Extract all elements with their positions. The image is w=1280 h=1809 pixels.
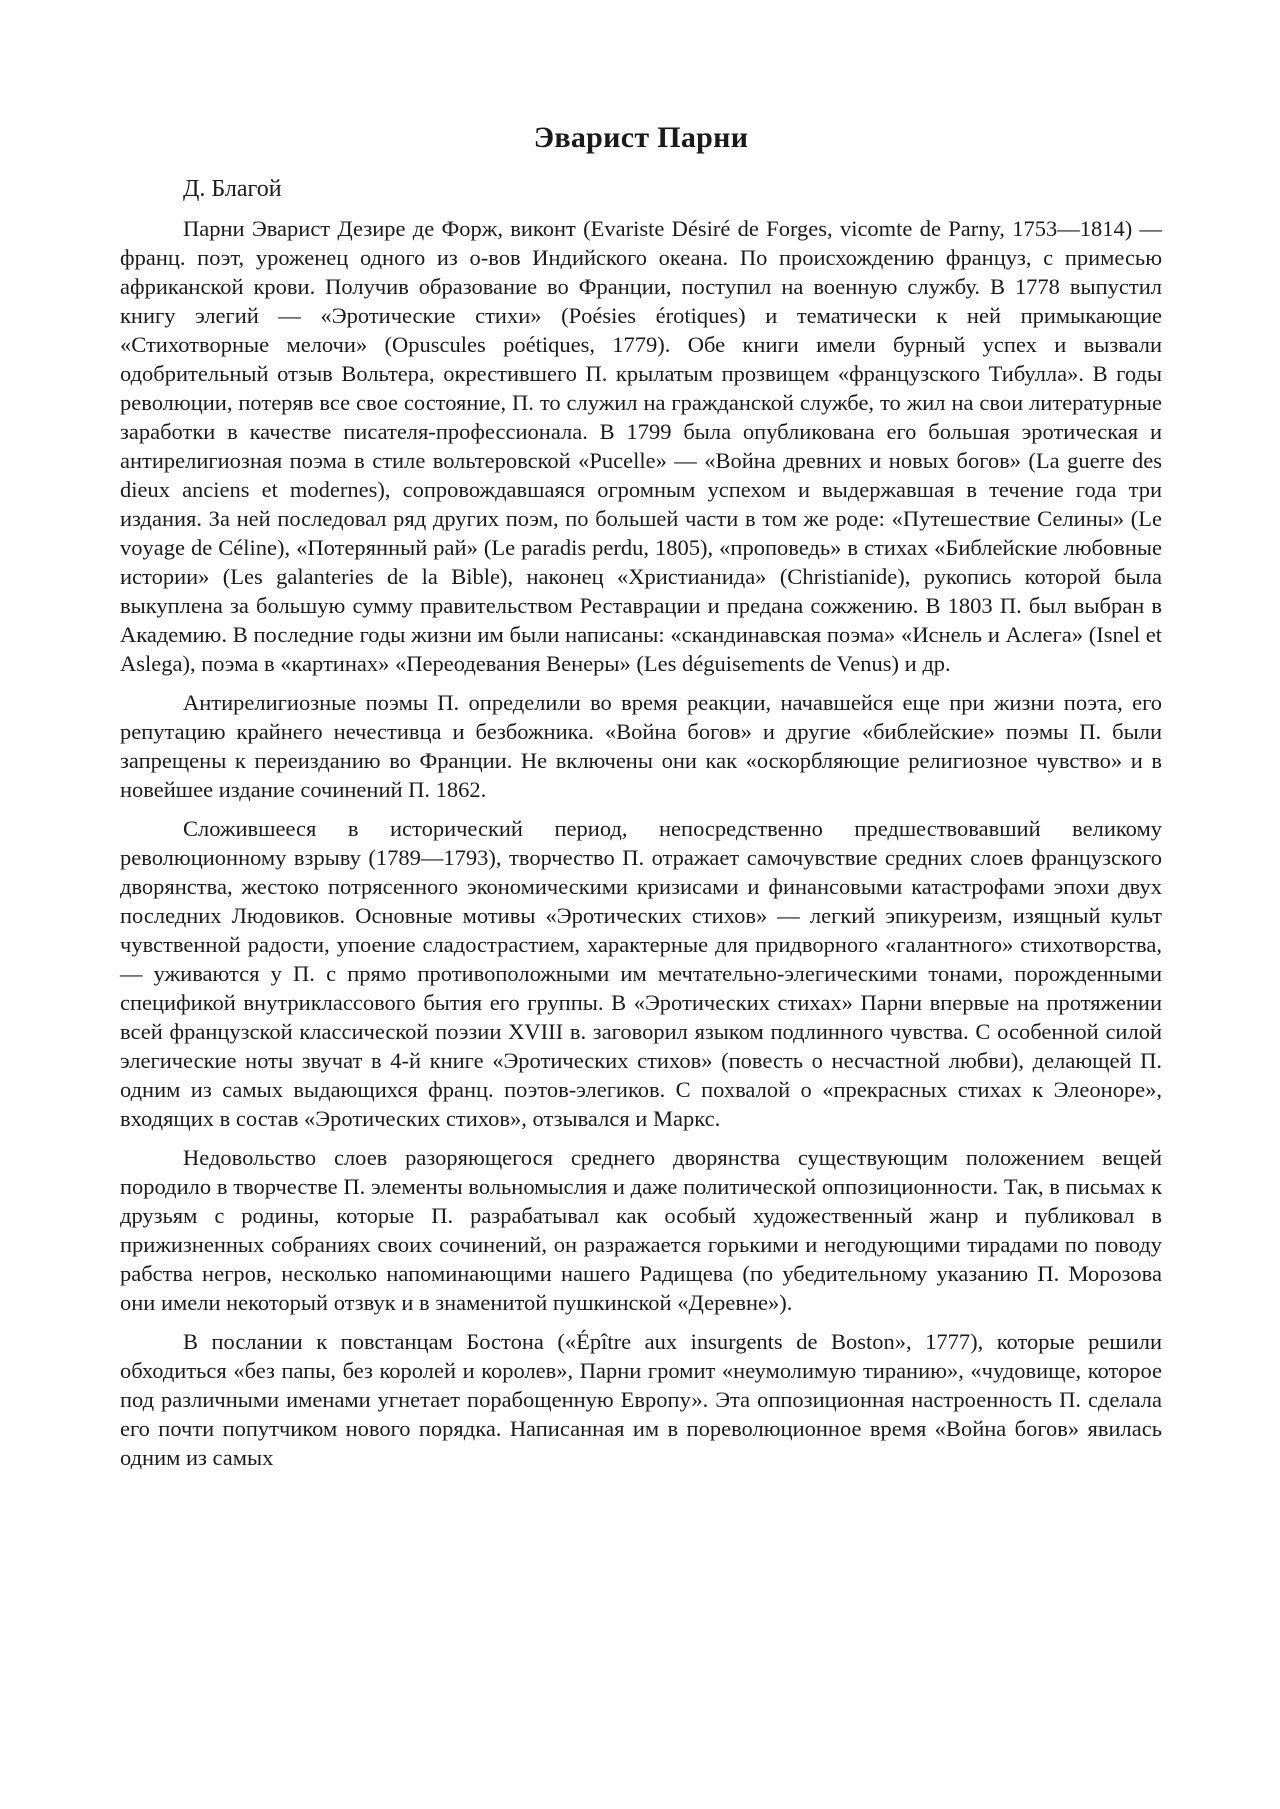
paragraph-opposition: Недовольство слоев разоряющегося среднего дворянства существующим положением вещей породило в творчестве П. элементы вольномыслия и даже политической оппозиционности. Так, в письмах к друзьям с родины, которые П. разрабатывал как особый художественный жанр и публиковал в прижизненных собраниях своих сочинений, он разражается горькими и негодующими тирадами по поводу рабства негров, несколько напоминающими нашего Радищева (по убедительному указанию П. Морозова они имели некоторый отзвук и в знаменитой пушкинской «Деревне»). (120, 1145, 1162, 1315)
paragraph-boston-epistle: В послании к повстанцам Бостона («Épître aux insurgents de Boston», 1777), которые решили обходиться «без папы, без королей и королев», Парни громит «неумолимую тиранию», «чудовище, которое под различными именами угнетает порабощенную Европу». Эта оппозиционная настроенность П. сделала его почти попутчиком нового порядка. Написанная им в пореволюционное время «Война богов» явилась одним из самых (120, 1329, 1162, 1470)
paragraph-antireligious-poems: Антирелигиозные поэмы П. определили во время реакции, начавшейся еще при жизни поэта, его репутацию крайнего нечестивца и безбожника. «Война богов» и другие «библейские» поэмы П. были запрещены к переизданию во Франции. Не включены они как «оскорбляющие религиозное чувство» и в новейшее издание сочинений П. 1862. (120, 690, 1162, 802)
document-page (120, 118, 1162, 1482)
paragraph-historical-context: Сложившееся в исторический период, непосредственно предшествовавший великому революционному взрыву (1789—1793), творчество П. отражает самочувствие средних слоев французского дворянства, жестоко потрясенного экономическими кризисами и финансовыми катастрофами эпохи двух последних Людовиков. Основные мотивы «Эротических стихов» — легкий эпикуреизм, изящный культ чувственной радости, упоение сладострастием, характерные для придворного «галантного» стихотворства, — уживаются у П. с прямо противоположными им мечтательно-элегическими тонами, порожденными спецификой внутриклассового бытия его группы. В «Эротических стихах» Парни впервые на протяжении всей французской классической поэзии XVIII в. заговорил языком подлинного чувства. С особенной силой элегические ноты звучат в 4-й книге «Эротических стихов» (повесть о несчастной любви), делающей П. одним из самых выдающихся франц. поэтов-элегиков. С похвалой о «прекрасных стихах к Элеоноре», входящих в состав «Эротических стихов», отзывался и Маркс. (120, 816, 1162, 1131)
author-name: Д. Благой (183, 176, 282, 202)
paragraph-biography: Парни Эварист Дезире де Форж, виконт (Evariste Désiré de Forges, vicomte de Parny, 1753—1814) — франц. поэт, уроженец одного из о-вов Индийского океана. По происхождению француз, с примесью африканской крови. Получив образование во Франции, поступил на военную службу. В 1778 выпустил книгу элегий — «Эротические стихи» (Poésies érotiques) и тематически к ней примыкающие «Стихотворные мелочи» (Opuscules poétiques, 1779). Обе книги имели бурный успех и вызвали одобрительный отзыв Вольтера, окрестившего П. крылатым прозвищем «французского Тибулла». В годы революции, потеряв все свое состояние, П. то служил на гражданской службе, то жил на свои литературные заработки в качестве писателя-профессионала. В 1799 была опубликована его большая эротическая и антирелигиозная поэма в стиле вольтеровской «Pucelle» — «Война древних и новых богов» (La guerre des dieux anciens et modernes), сопровождавшаяся огромным успехом и выдержавшая в течение года три издания. За ней последовал ряд других поэм, по большей части в том же роде: «Путешествие Селины» (Le voyage de Céline), «Потерянный рай» (Le paradis perdu, 1805), «проповедь» в стихах «Библейские любовные истории» (Les galanteries de la Bible), наконец «Христианида» (Christianide), рукопись которой была выкуплена за большую сумму правительством Реставрации и предана сожжению. В 1803 П. был выбран в Академию. В последние годы жизни им были написаны: «скандинавская поэма» «Иснель и Аслега» (Isnel et Aslega), поэма в «картинах» «Переодевания Венеры» (Les déguisements de Venus) и др. (120, 216, 1162, 676)
document-title: Эварист Парни (533, 121, 749, 154)
